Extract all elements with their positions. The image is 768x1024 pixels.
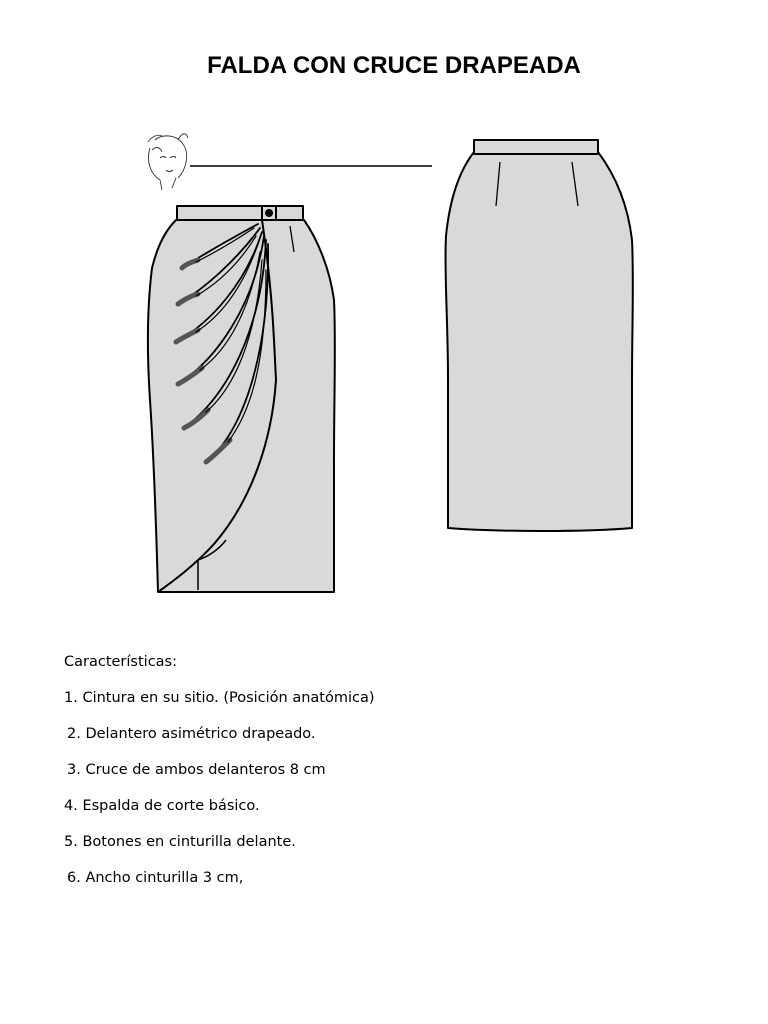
list-item xyxy=(64,832,704,852)
item-text: Espalda de corte básico. xyxy=(82,798,260,814)
item-number: 4. xyxy=(64,798,78,814)
woman-face-sketch xyxy=(148,134,188,190)
front-skirt-drawing xyxy=(148,206,335,592)
item-text: Cintura en su sitio. (Posición anatómica) xyxy=(82,690,375,706)
list-item xyxy=(64,688,704,708)
back-skirt-body xyxy=(445,152,632,531)
list-item xyxy=(64,724,704,744)
features-section xyxy=(64,652,704,904)
list-item xyxy=(64,868,704,888)
item-number: 2. xyxy=(67,726,81,742)
list-item xyxy=(64,760,704,780)
features-list xyxy=(64,688,704,888)
item-text: Cruce de ambos delanteros 8 cm xyxy=(85,762,326,778)
button-icon xyxy=(266,210,272,216)
item-number: 3. xyxy=(67,762,81,778)
item-text: Delantero asimétrico drapeado. xyxy=(85,726,316,742)
features-heading: Características: xyxy=(64,654,177,670)
back-waistband xyxy=(474,140,598,154)
item-number: 6. xyxy=(67,870,81,886)
list-item xyxy=(64,796,704,816)
item-text: Botones en cinturilla delante. xyxy=(82,834,296,850)
item-text: Ancho cinturilla 3 cm, xyxy=(85,870,244,886)
item-number: 1. xyxy=(64,690,78,706)
page-title: FALDA CON CRUCE DRAPEADA xyxy=(207,52,581,79)
back-skirt-drawing xyxy=(445,140,632,531)
item-number: 5. xyxy=(64,834,78,850)
front-waistband xyxy=(177,206,303,220)
